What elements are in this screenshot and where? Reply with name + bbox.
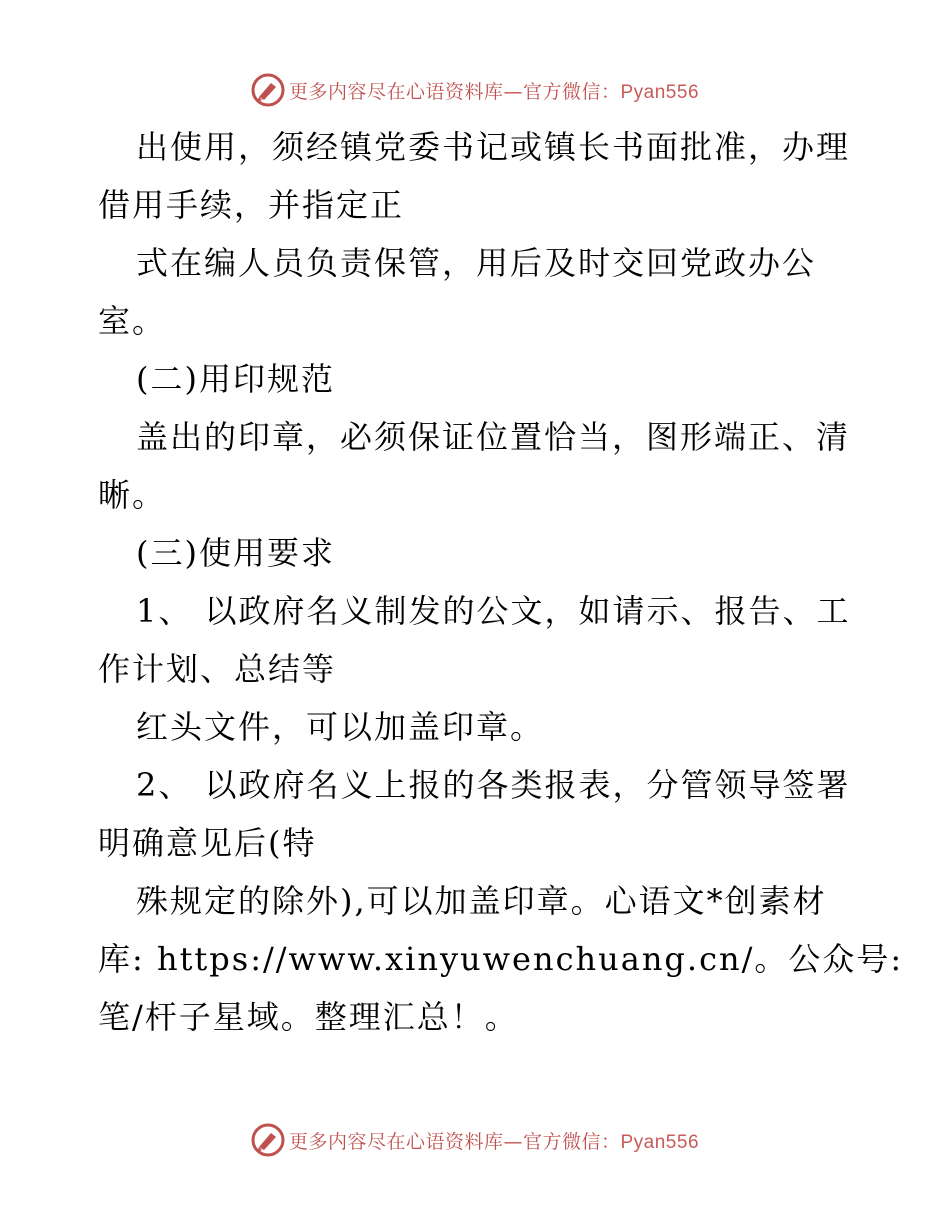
paragraph-line: 式在编人员负责保管，用后及时交回党政办公 [136,244,817,282]
list-item: 1、 以政府名义制发的公文，如请示、报告、工 [136,592,851,630]
watermark-text [289,1127,699,1154]
watermark-text [289,77,699,104]
watermark-main: 更多内容尽在心语资料库 [288,1130,504,1153]
watermark-wechat-id: Pyan556 [620,1131,700,1153]
document-body [98,118,904,1046]
paragraph-line: 晰。 [98,476,167,514]
paragraph-line: 借用手续，并指定正 [98,186,405,224]
pen-logo-icon [251,1123,285,1157]
paragraph-line: 殊规定的除外),可以加盖印章。心语文*创素材 [136,882,827,920]
watermark-dash: — [503,80,523,103]
header-watermark [0,70,950,110]
watermark-main: 更多内容尽在心语资料库 [288,80,504,103]
watermark-sub: 官方微信： [522,80,621,103]
paragraph-line: 室。 [98,302,167,340]
watermark-sub: 官方微信： [522,1130,621,1153]
paragraph-line: 笔/杆子星域。整理汇总！。 [98,998,519,1036]
paragraph-line: 库: https://www.xinyuwenchuang.cn/。公众号: [98,940,904,978]
paragraph-line: 作计划、总结等 [98,650,337,688]
paragraph-line: 盖出的印章，必须保证位置恰当，图形端正、清 [136,418,851,456]
paragraph-line: 明确意见后(特 [98,824,317,862]
pen-logo-icon [251,73,285,107]
section-heading: (二)用印规范 [136,360,335,398]
list-item: 2、 以政府名义上报的各类报表，分管领导签署 [136,766,851,804]
section-heading: (三)使用要求 [136,534,335,572]
watermark-wechat-id: Pyan556 [620,81,700,103]
footer-watermark [0,1120,950,1160]
paragraph-line: 红头文件，可以加盖印章。 [136,708,545,746]
watermark-dash: — [503,1130,523,1153]
paragraph-line: 出使用，须经镇党委书记或镇长书面批准，办理 [136,128,851,166]
